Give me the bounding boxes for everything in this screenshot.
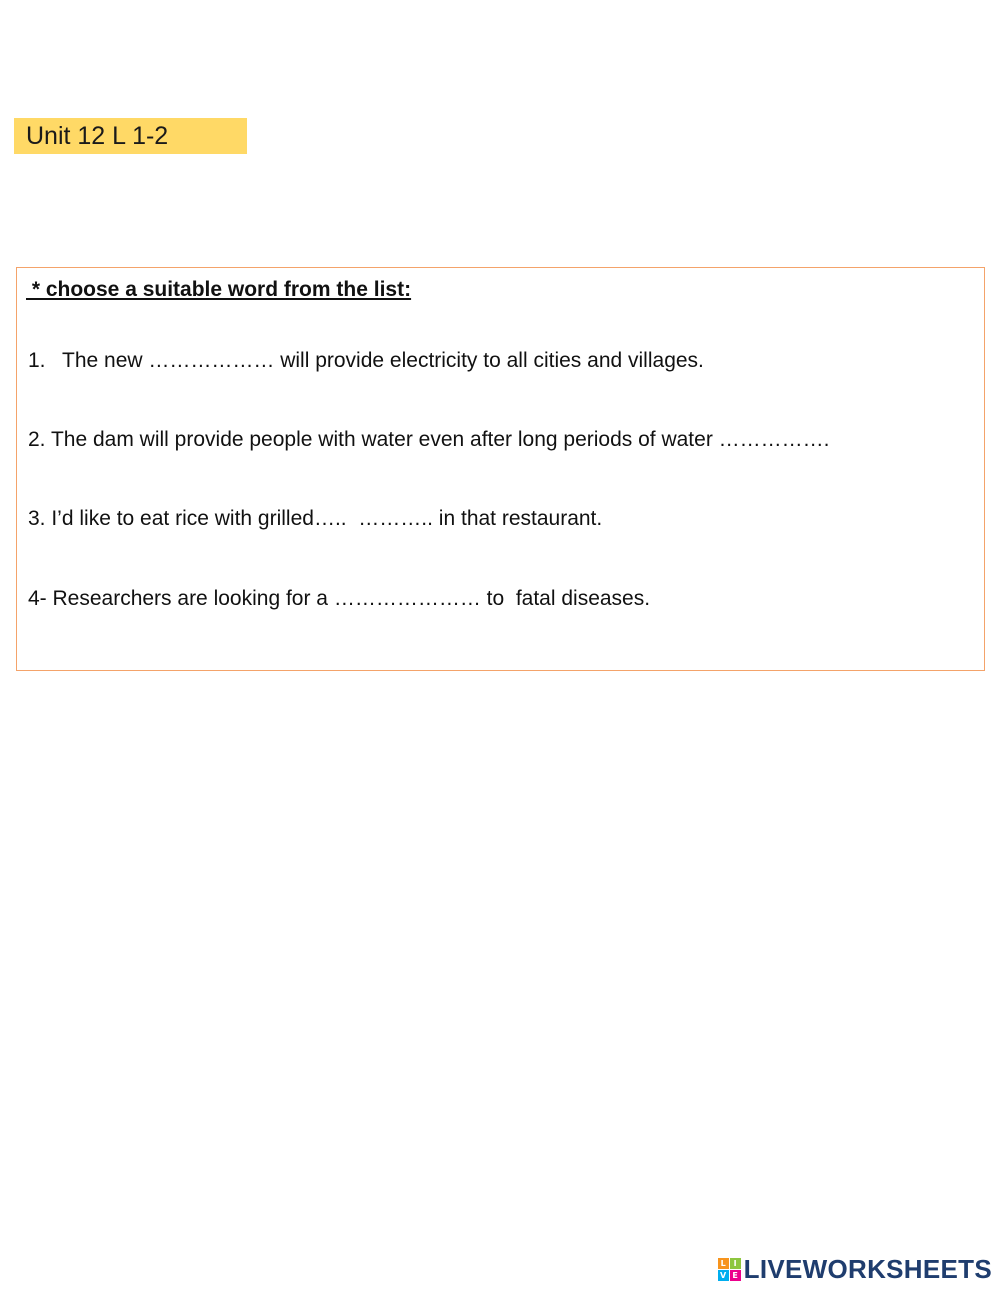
- sentence-1-number: 1.: [28, 349, 46, 372]
- liveworksheets-brand: [718, 1254, 992, 1285]
- sentence-2: 2. The dam will provide people with water even after long periods of water …………….: [28, 428, 830, 451]
- sentence-1: [28, 349, 704, 373]
- sentence-1-text: The new ……………… will provide electricity to all cities and villages.: [62, 349, 704, 372]
- sentence-4: 4- Researchers are looking for a ………………… to fatal diseases.: [28, 587, 651, 610]
- liveworksheets-logo-icon: L I V E: [718, 1258, 741, 1281]
- exercise-instruction: * choose a suitable word from the list:: [26, 278, 412, 301]
- unit-title: Unit 12 L 1-2: [26, 122, 169, 150]
- brand-text: LIVEWORKSHEETS: [743, 1254, 992, 1284]
- sentence-3: 3. I’d like to eat rice with grilled….. ……….. in that restaurant.: [28, 507, 603, 530]
- unit-title-tag: [14, 118, 247, 154]
